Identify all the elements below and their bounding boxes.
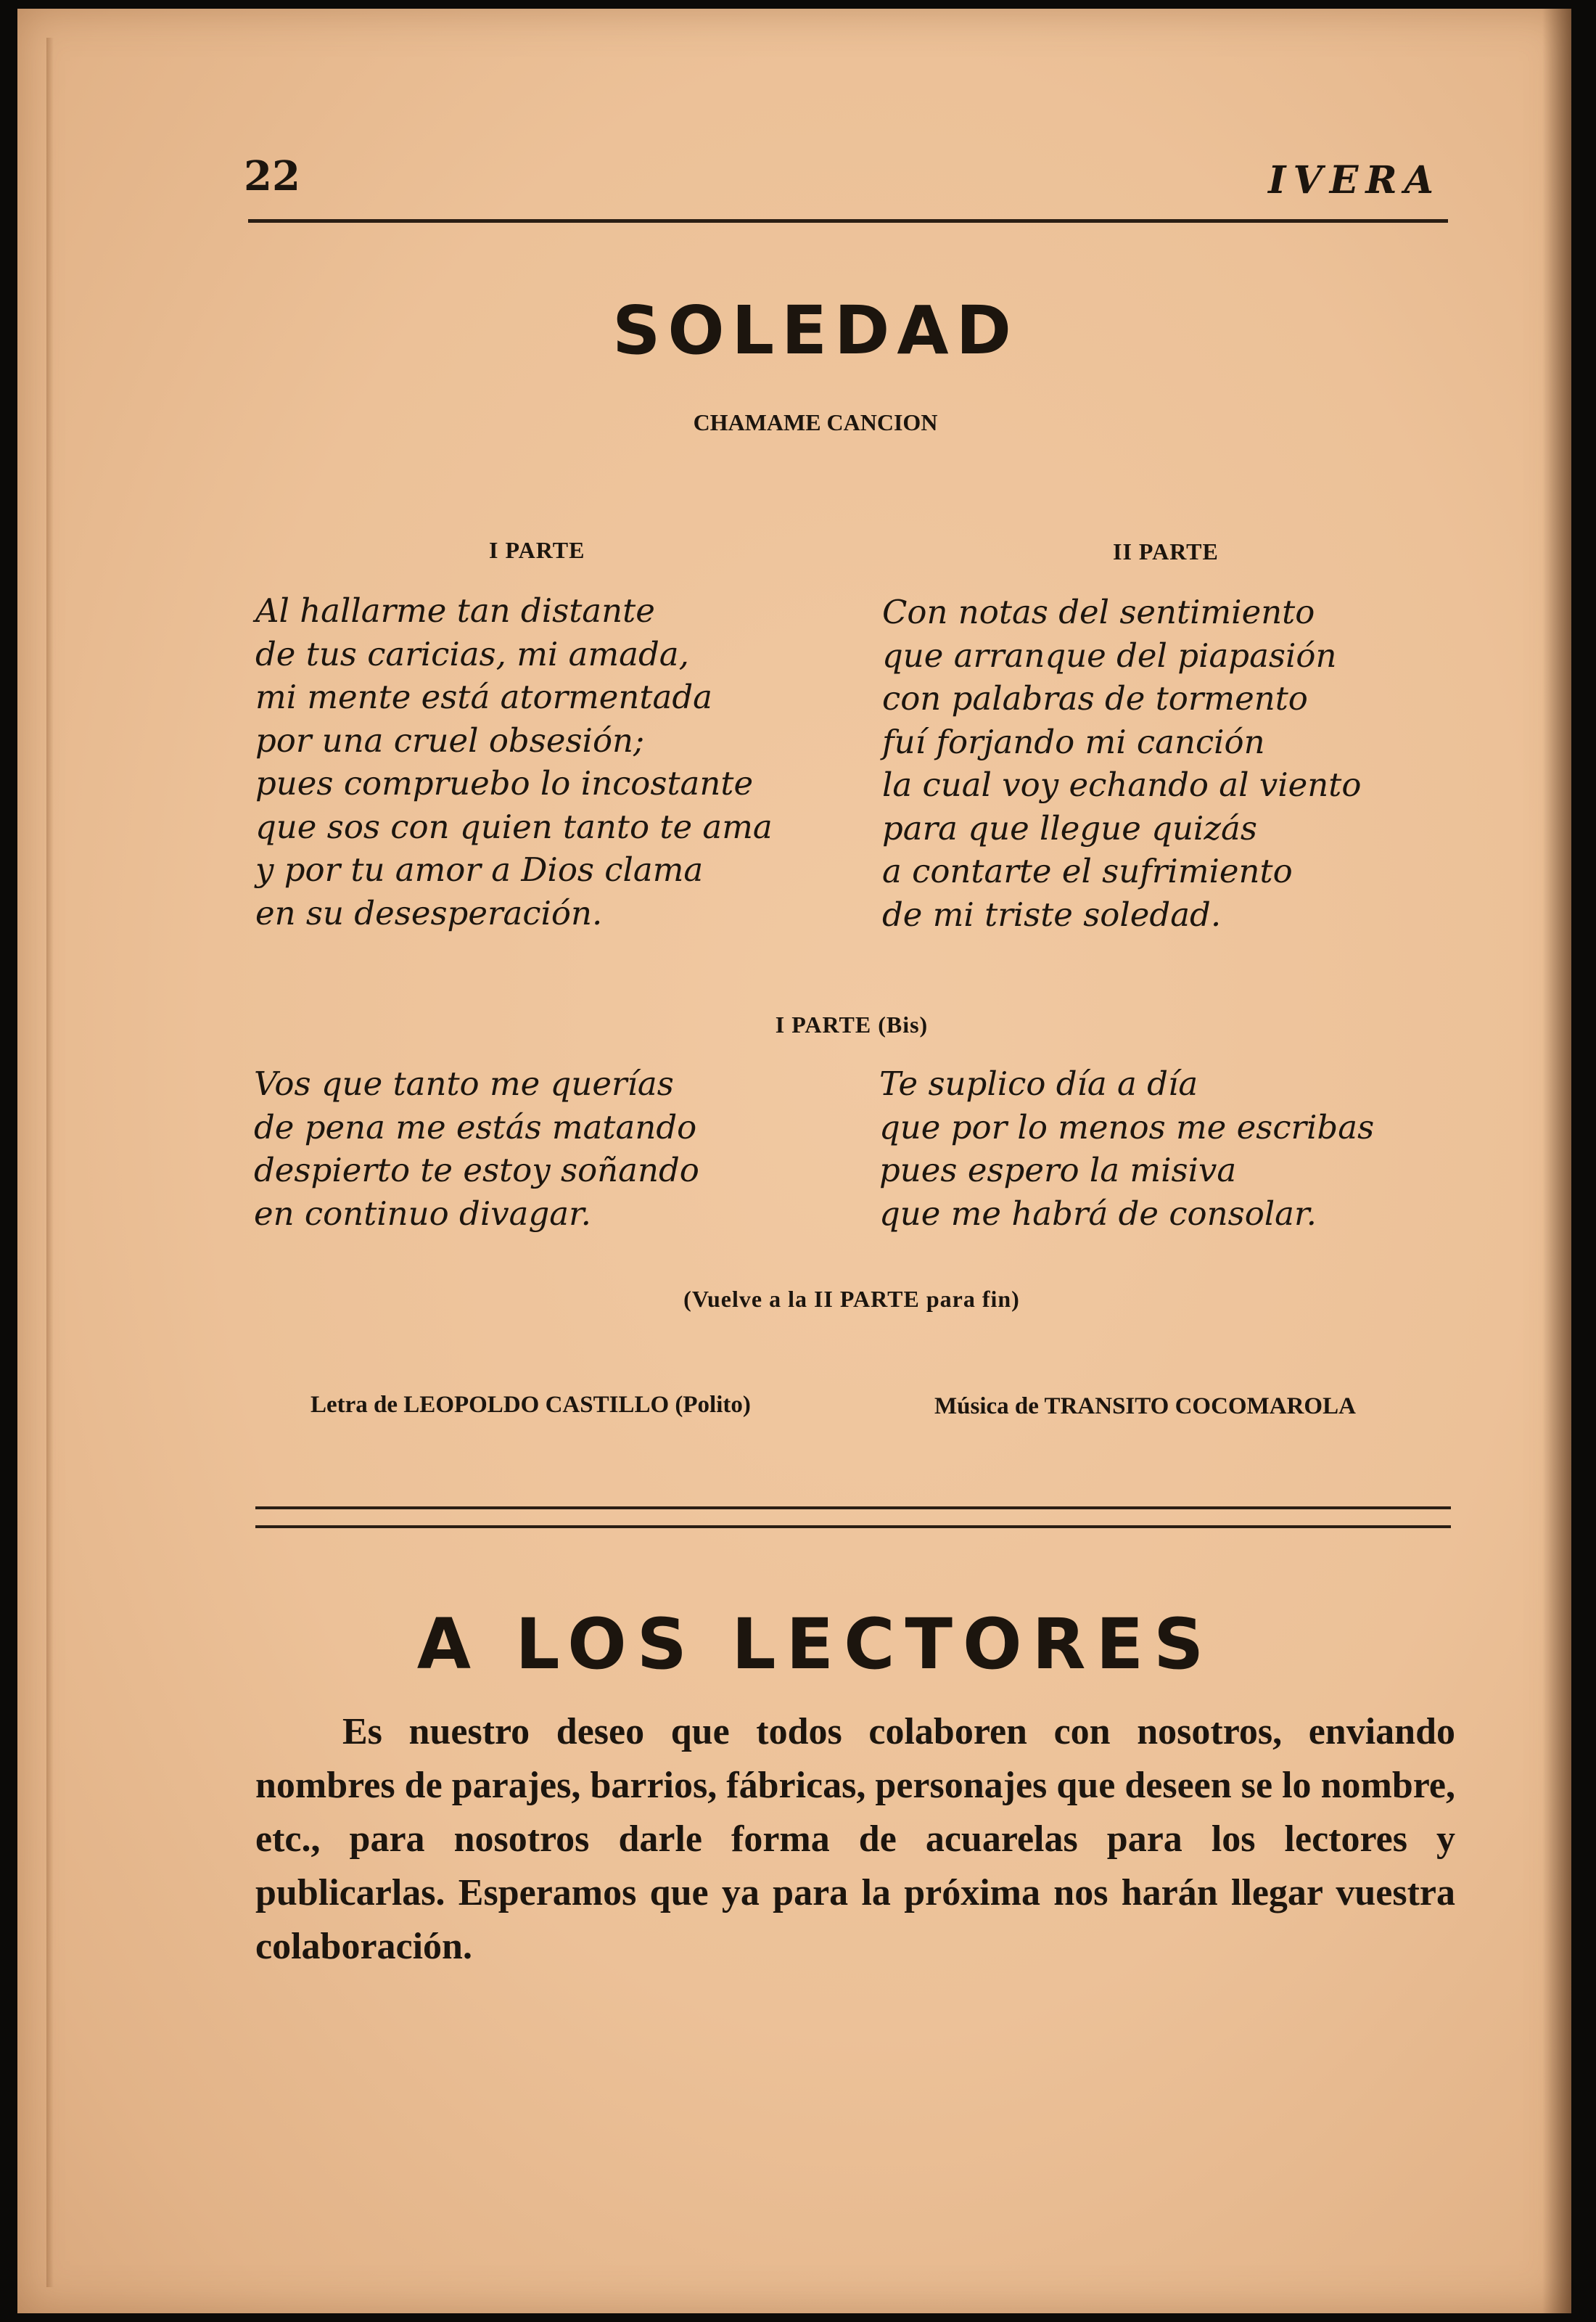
part2-label: II PARTE bbox=[1113, 538, 1219, 565]
verse-line: y por tu amor a Dios clama bbox=[255, 850, 704, 889]
song-title: SOLEDAD bbox=[612, 292, 1019, 369]
verse-line: que sos con quien tanto te ama bbox=[255, 807, 773, 846]
verse-line: Vos que tanto me querías bbox=[254, 1064, 674, 1103]
verse-line: que por lo menos me escribas bbox=[879, 1107, 1375, 1146]
section-divider-top bbox=[255, 1506, 1451, 1509]
page-number: 22 bbox=[244, 152, 300, 200]
readers-title: A LOS LECTORES bbox=[416, 1604, 1214, 1685]
magazine-page bbox=[17, 9, 1571, 2313]
verse-line: que me habrá de consolar. bbox=[879, 1194, 1317, 1233]
verse-line: por una cruel obsesión; bbox=[255, 721, 645, 760]
music-credit: Música de TRANSITO COCOMAROLA bbox=[934, 1393, 1356, 1419]
verse-line: en continuo divagar. bbox=[254, 1194, 591, 1233]
verse-line: a contarte el sufrimiento bbox=[882, 852, 1293, 890]
part1-verse bbox=[255, 589, 773, 935]
repeat-note: (Vuelve a la II PARTE para fin) bbox=[683, 1286, 1020, 1312]
verse-line: para que llegue quizás bbox=[882, 808, 1257, 848]
song-subtitle: CHAMAME CANCION bbox=[693, 409, 938, 435]
verse-line: en su desesperación. bbox=[255, 893, 603, 932]
readers-paragraph: Es nuestro deseo que todos colaboren con nosotros, enviando nombres de parajes, barrios, fábricas, personajes que deseen se lo nombre, etc., para nosotros darle forma de acuarelas para los lectores y publicarlas. Esperamos que ya para la próxima nos harán llegar vuestra colaboración. bbox=[255, 1711, 1455, 1967]
verse-line: fuí forjando mi canción bbox=[882, 722, 1265, 761]
verse-line: de pena me estás matando bbox=[254, 1107, 697, 1146]
verse-line: de tus caricias, mi amada, bbox=[255, 634, 689, 673]
bis-left-verse bbox=[254, 1062, 699, 1235]
bis-label: I PARTE (Bis) bbox=[775, 1012, 929, 1038]
verse-line: que arranque del piapasión bbox=[882, 636, 1337, 675]
part2-verse bbox=[882, 591, 1361, 936]
verse-line: de mi triste soledad. bbox=[882, 895, 1222, 934]
bis-right-verse bbox=[879, 1062, 1374, 1235]
header-rule bbox=[248, 219, 1448, 223]
magazine-name: IVERA bbox=[1268, 158, 1441, 202]
verse-line: Te suplico día a día bbox=[879, 1064, 1198, 1103]
verse-line: despierto te estoy soñando bbox=[254, 1151, 699, 1189]
verse-line: pues espero la misiva bbox=[879, 1151, 1237, 1189]
lyrics-credit: Letra de LEOPOLDO CASTILLO (Polito) bbox=[310, 1392, 751, 1418]
part1-label: I PARTE bbox=[489, 537, 585, 563]
verse-line: mi mente está atormentada bbox=[255, 678, 712, 716]
page-edge-shadow bbox=[46, 38, 54, 2287]
verse-line: Con notas del sentimiento bbox=[882, 593, 1315, 631]
verse-line: pues compruebo lo incostante bbox=[255, 764, 754, 803]
verse-line: la cual voy echando al viento bbox=[882, 766, 1362, 804]
verse-line: con palabras de tormento bbox=[882, 679, 1308, 718]
section-divider-bottom bbox=[255, 1525, 1451, 1528]
verse-line: Al hallarme tan distante bbox=[255, 591, 655, 630]
